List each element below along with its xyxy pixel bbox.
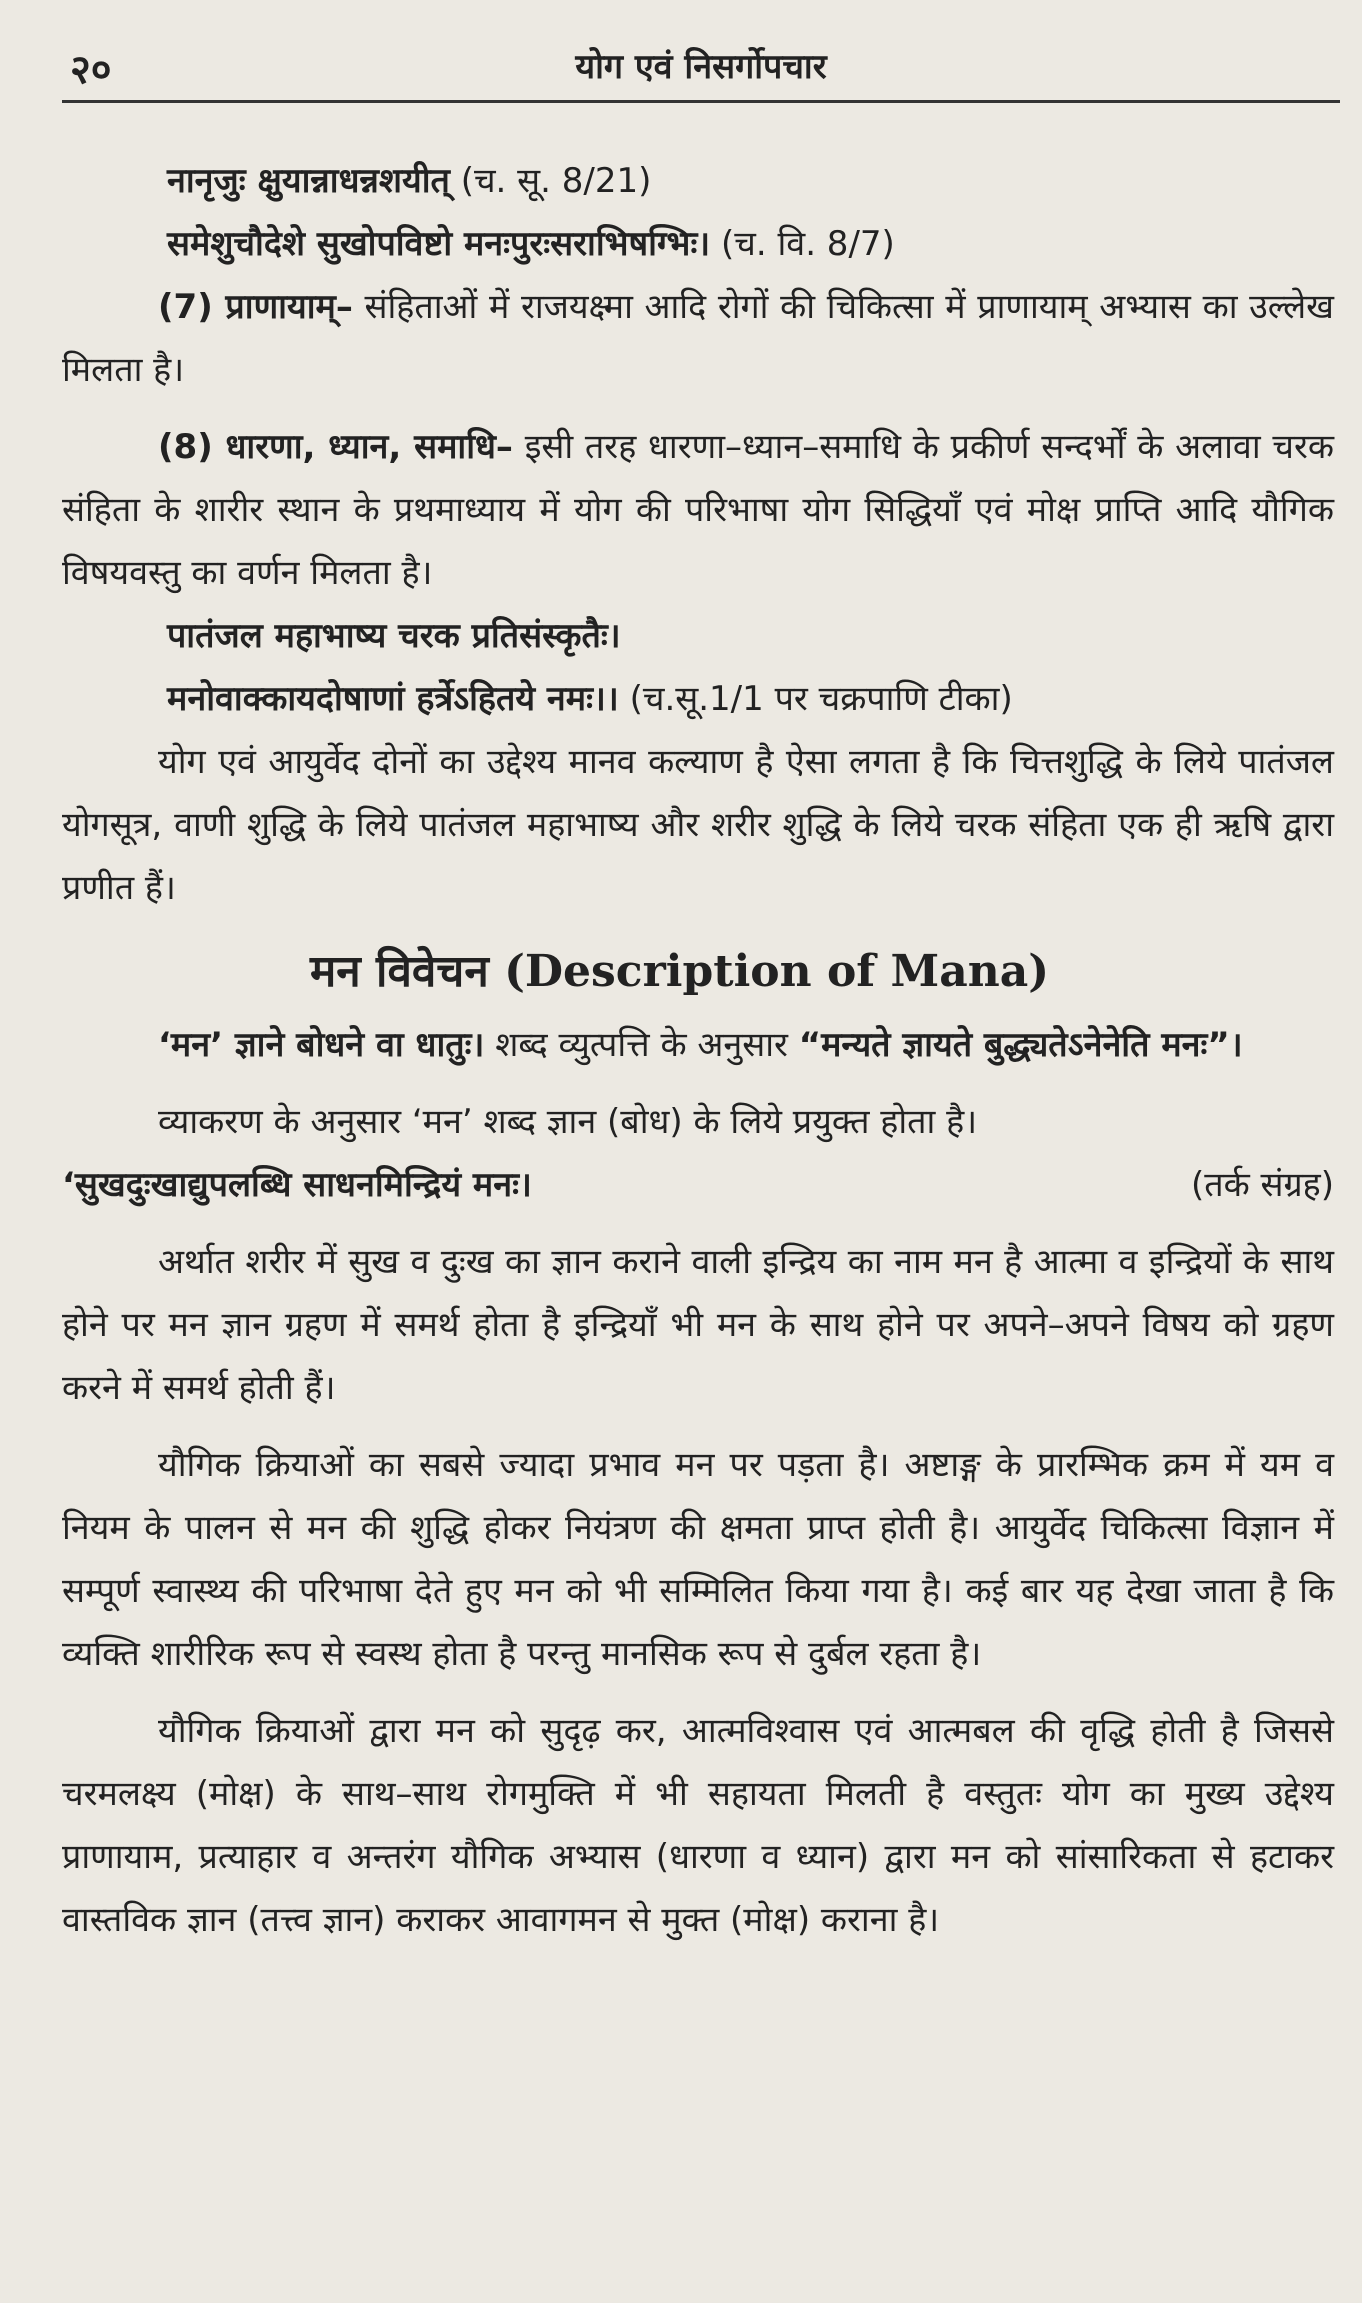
page-number: २० (70, 47, 112, 93)
paragraph-yaugik-2: यौगिक क्रियाओं द्वारा मन को सुदृढ़ कर, आत्मविश्वास एवं आत्मबल की वृद्धि होती है जिससे चरमलक्ष्य (मोक्ष) के साथ–साथ रोगमुक्ति में भी सहायता मिलती है वस्तुतः योग का मुख्य उद्देश्य प्राणायाम, प्रत्याहार व अन्तरंग यौगिक अभ्यास (धारणा व ध्यान) द्वारा मन को सांसारिकता से हटाकर वास्तविक ज्ञान (तत्त्व ज्ञान) कराकर आवागमन से मुक्त (मोक्ष) कराना है। (62, 1711, 1334, 1940)
verse-text: पातंजल महाभाष्य चरक प्रतिसंस्कृतैः। (167, 616, 621, 656)
verse-reference: (तर्क संग्रह) (1190, 1165, 1334, 1205)
verse-2-line-1 (62, 605, 1334, 668)
sanskrit-etymology: “मन्यते ज्ञायते बुद्ध्यतेऽनेनेति मनः”। (798, 1025, 1243, 1065)
paragraph-pranayam (62, 276, 1334, 402)
section-heading-english: (Description of Mana) (504, 946, 1050, 997)
verse-text: ‘सुखदुःखाद्युपलब्धि साधनमिन्द्रियं मनः। (62, 1165, 532, 1205)
section-heading-hindi: मन विवेचन (310, 946, 489, 997)
verse-reference: (च. वि. 8/7) (721, 224, 895, 264)
page-body (62, 150, 1334, 1952)
verse-reference: (च.सू.1/1 पर चक्रपाणि टीका) (629, 679, 1013, 719)
verse-reference: (च. सू. 8/21) (460, 161, 652, 201)
verse-1-line-2 (62, 213, 1334, 276)
section-heading (310, 936, 1334, 1008)
paragraph-text: शब्द व्युत्पत्ति के अनुसार (484, 1025, 799, 1065)
paragraph-arthat: अर्थात शरीर में सुख व दुःख का ज्ञान कराने वाली इन्द्रिय का नाम मन है आत्मा व इन्द्रियों के साथ होने पर मन ज्ञान ग्रहण में समर्थ होता है इन्द्रियाँ भी मन के साथ होने पर अपने–अपने विषय को ग्रहण करने में समर्थ होती हैं। (62, 1242, 1334, 1408)
paragraph-dhatu (62, 1014, 1334, 1077)
paragraph-text: इसी तरह धारणा–ध्यान–समाधि के प्रकीर्ण सन्दर्भों के अलावा चरक संहिता के शारीर स्थान के प्रथमाध्याय में योग की परिभाषा योग सिद्धियाँ एवं मोक्ष प्राप्ति आदि यौगिक विषयवस्तु का वर्णन मिलता है। (62, 427, 1334, 593)
verse-1-line-1 (62, 150, 1334, 213)
paragraph-yaugik-1: यौगिक क्रियाओं का सबसे ज्यादा प्रभाव मन पर पड़ता है। अष्टाङ्ग के प्रारम्भिक क्रम में यम व नियम के पालन से मन की शुद्धि होकर नियंत्रण की क्षमता प्राप्त होती है। आयुर्वेद चिकित्सा विज्ञान में सम्पूर्ण स्वास्थ्य की परिभाषा देते हुए मन को भी सम्मिलित किया गया है। कई बार यह देखा जाता है कि व्यक्ति शारीरिक रूप से स्वस्थ होता है परन्तु मानसिक रूप से दुर्बल रहता है। (62, 1445, 1334, 1674)
verse-text: नानृजुः क्षुयान्नाधन्नशयीत् (167, 161, 450, 201)
verse-text: समेशुचौदेशे सुखोपविष्टो मनःपुरःसराभिषग्भिः। (167, 224, 711, 264)
page-header (62, 40, 1340, 103)
paragraph-label: (8) धारणा, ध्यान, समाधि– (158, 427, 513, 467)
verse-2-line-2 (62, 668, 1334, 731)
running-title: योग एवं निसर्गोपचार (575, 47, 827, 87)
paragraph-yoga-ayurveda: योग एवं आयुर्वेद दोनों का उद्देश्य मानव कल्याण है ऐसा लगता है कि चित्तशुद्धि के लिये पातंजल योगसूत्र, वाणी शुद्धि के लिये पातंजल महाभाष्य और शरीर शुद्धि के लिये चरक संहिता एक ही ऋषि द्वारा प्रणीत हैं। (62, 742, 1334, 908)
paragraph-label: (7) प्राणायाम्– (158, 287, 353, 327)
sanskrit-definition: ‘मन’ ज्ञाने बोधने वा धातुः। (158, 1025, 485, 1065)
paragraph-dharana (62, 416, 1334, 605)
paragraph-text: संहिताओं में राजयक्ष्मा आदि रोगों की चिकित्सा में प्राणायाम् अभ्यास का उल्लेख मिलता है। (62, 287, 1334, 390)
verse-text: मनोवाक्कायदोषाणां हर्त्रेऽहितये नमः।। (167, 679, 619, 719)
paragraph-vyakaran: व्याकरण के अनुसार ‘मन’ शब्द ज्ञान (बोध) के लिये प्रयुक्त होता है। (158, 1102, 978, 1142)
verse-3 (62, 1154, 1334, 1217)
